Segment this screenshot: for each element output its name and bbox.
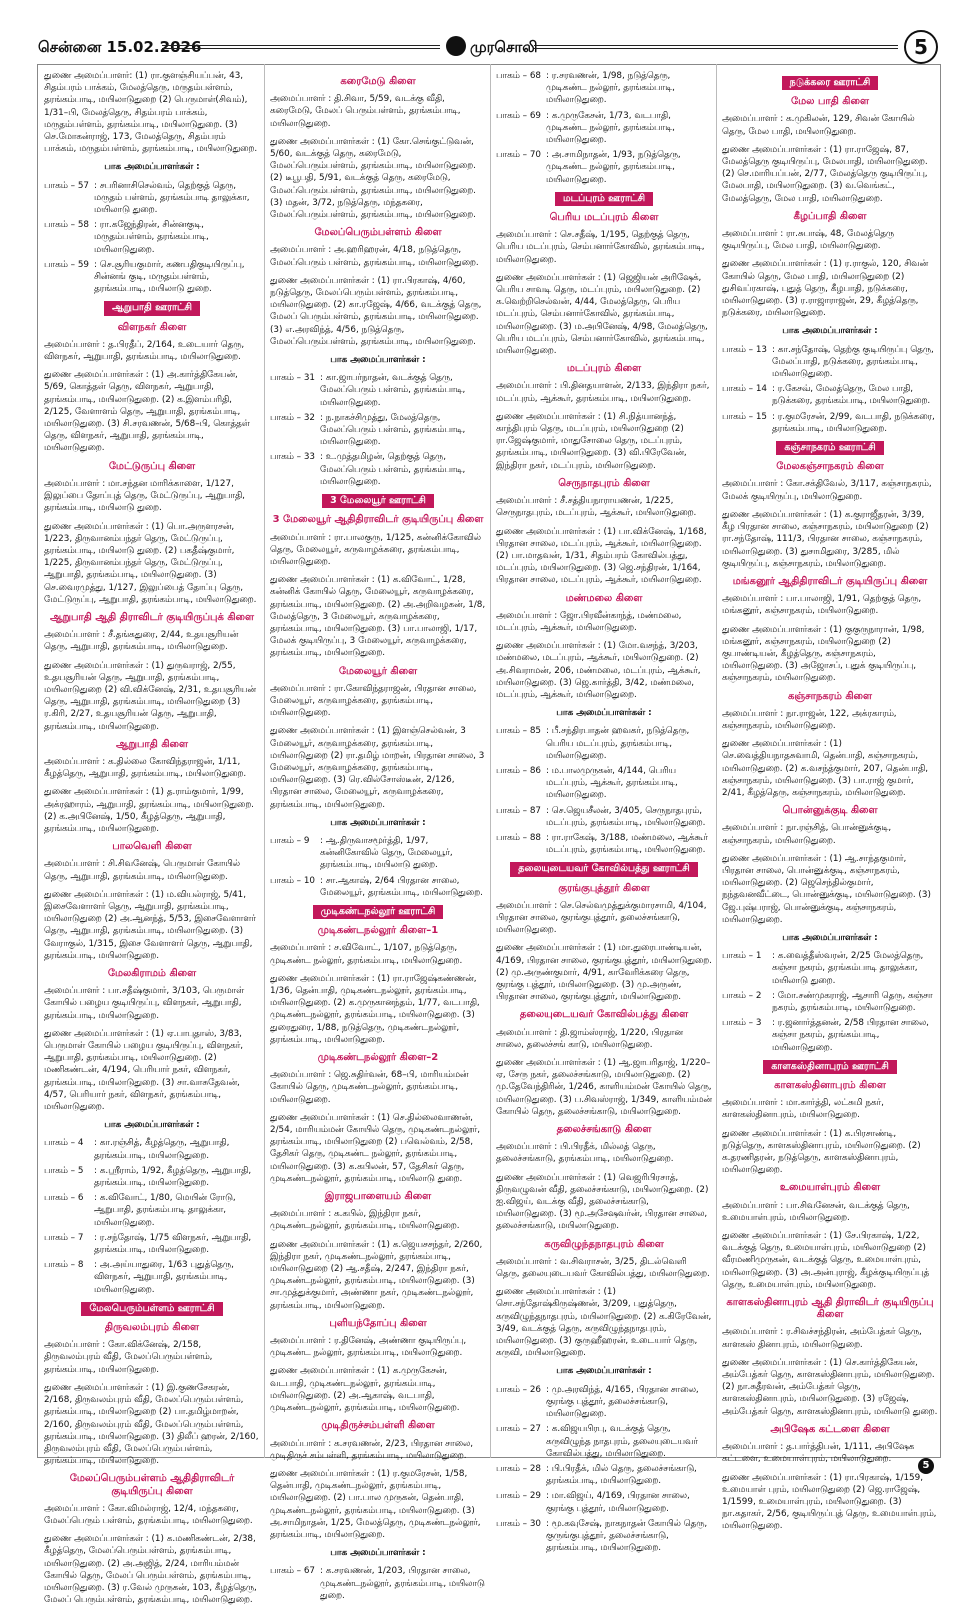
booth-number: பாகம் – 4: [44, 1138, 84, 1149]
column-1: [44, 70, 260, 1606]
booth-list: [496, 70, 712, 186]
newspaper-logo-icon: [446, 36, 466, 56]
branch-heading: கீழப்பாதி கிளை: [793, 210, 867, 222]
masthead-rule-left: [162, 45, 440, 49]
booth-row: [496, 832, 712, 856]
branch-heading: பாலவெளி கிளை: [112, 841, 192, 853]
booth-row: [496, 725, 712, 762]
booth-organiser: : ர.கேசவ், மேலத்தெரு, மேல பாதி, நடுக்கரை, தரங்கம்பாடி, மயிலாடுதுறை.: [772, 384, 931, 407]
branch-heading: விளநகர் கிளை: [117, 321, 187, 333]
organiser-text: அமைப்பாளர் : கோ.விக்னேஷ், 2/158, திருவலம்புரம் வீதி, மேலப்பெரும்பள்ளம், தரங்கம்பாடி, மயிலாடுதுறை.: [44, 1340, 213, 1375]
branch-heading: மேலகஞ்சாநகரம் கிளை: [776, 461, 884, 473]
organiser-text: அமைப்பாளர் : பி.தினதயாளன், 2/133, இந்திரா நகர், மடப்புரம், ஆக்கூர், தரங்கம்பாடி, மயிலாடுதுறை.: [496, 381, 710, 404]
booth-number: பாகம் – 88: [496, 832, 542, 843]
branch-heading: உமையாள்புரம் கிளை: [779, 1182, 881, 1194]
booth-number: பாகம் – 27: [496, 1424, 542, 1435]
organiser-text: அமைப்பாளர் : பா.சிவனேசன், வடக்குத் தெரு, உமையாள்புரம், மயிலாடுதுறை.: [722, 1200, 910, 1223]
booth-row: [44, 1192, 260, 1229]
branch-heading: மேலப்பெரும்பள்ளம் கிளை: [314, 227, 442, 239]
branch-heading: கருவிழுந்தநாதபுரம் கிளை: [544, 1238, 664, 1250]
panchayat-heading: முடிகண்டநல்லூர் ஊராட்சி: [313, 905, 444, 919]
booth-organiser: : செ.ஜெயசீலன், 3/405, செருநாதபுரம், மடப்புரம், தரங்கம்பாடி, மயிலாடுதுறை.: [546, 805, 706, 828]
booth-number: பாகம் – 67: [270, 1566, 316, 1577]
booth-organiser: : க.ஸ்ரீராம், 1/92, கீழத்தெரு, ஆறுபாதி, தரங்கம்பாடி, மயிலாடுதுறை.: [94, 1165, 252, 1189]
booth-number: பாகம் – 8: [44, 1260, 84, 1271]
booth-row: [722, 950, 938, 987]
column-divider: [264, 64, 265, 1458]
deputy-organisers-text: துணை அமைப்பாளர்கள் : (1) க.முருகேசன், வடபாதி, முடிகண்டநல்லூர், தரங்கம்பாடி, மயிலாடுதுறை. (2) அ.ஆகாஷ், வடபாதி, முடிகண்டநல்லூர், தரங்கம்பாடி, மயிலாடுதுறை.: [270, 1366, 460, 1414]
organiser-text: அமைப்பாளர் : மா.கார்த்தி, லட்சுமி நகர், காளகஸ்தினாபுரம், மயிலாடுதுறை.: [722, 1098, 884, 1121]
panchayat-heading: ஆறுபாதி ஊராட்சி: [104, 301, 200, 315]
deputy-organisers-text: துணை அமைப்பாளர்கள் : (1) ரா.ராஜேஷ், 87, மேலத்தெரு குடியிருப்பு, மேலபாதி, மயிலாடுதுறை. (2) செ.மாரியப்பன், 2/77, மேலத்தெரு குடியிருப்பு, மேலபாதி, மயிலாடுதுறை. (3) வ.வெங்கட், மேலத்தெரு, மேல பாதி, மயிலாடுதுறை.: [722, 144, 928, 204]
organiser-text: அமைப்பாளர் : த.பார்த்திபன், 1/111, அபிஷேக கட்டளை, உமையாள்புரம், மயிலாடுதுறை.: [722, 1442, 915, 1465]
organiser-text: அமைப்பாளர் : கோ.சக்திவேல், 3/117, கஞ்சாநகரம், மேலக் குடியிருப்பு, மயிலாடுதுறை.: [722, 479, 932, 502]
deputy-organisers-text: துணை அமைப்பாளர்கள் : (1) ம.வியல்ராஜ், 5/41, இசைவேளாளர் தெரு, ஆறுபாதி, தரங்கம்பாடி, மயிலாடுதுறை (2) அ.ஆனந்த், 5/53, இசைவேளாளர் தெரு, ஆறுபாதி, தரங்கம்பாடி, மயிலாடுதுறை. (3) வேராகுல், 1/315, இசை வேளாளர் தெரு, ஆறுபாதி, தரங்கம்பாடி, மயிலாடுதுறை.: [44, 889, 256, 961]
panchayat-heading: கஞ்சாநகரம் ஊராட்சி: [776, 441, 883, 455]
booth-list: [44, 1137, 260, 1295]
page-number: 5: [904, 30, 938, 64]
deputy-organisers-text: துணை அமைப்பாளர்கள் : (1) க.ஜெயசசந்தர், 2/260, இந்திரா நகர், முடிகண்டநல்லூர், தரங்கம்பாடி, மயிலாடுதுறை (2) ஆ.சதீஷ், 2/247, இந்திரா நகர், முடிகண்டநல்லூர், தரங்கம்பாடி, மயிலாடுதுறை. (3) சா.முத்துக்குமார், அண்ணா நகர், முடிகண்டநல்லூர், தரங்கம்பாடி, மயிலாடுதுறை.: [270, 1239, 483, 1311]
booth-number: பாகம் – 9: [270, 835, 310, 846]
booth-row: [722, 990, 938, 1014]
organiser-text: அமைப்பாளர் : ஜோ.பிரவீன்காந்த், மண்மலை, மடப்புரம், ஆக்கூர், மயிலாடுதுறை.: [496, 610, 682, 633]
booth-row: [44, 219, 260, 256]
branch-heading: அபிஷேக கட்டளை கிளை: [770, 1423, 890, 1435]
booth-number: பாகம் – 58: [44, 220, 90, 231]
booth-number: பாகம் – 32: [270, 412, 316, 423]
booth-organiser: : க.விவோட், 1/80, மெயின் ரோடு, ஆறுபாதி, தரங்கம்பாடி தாலுக்கா, மயிலாடுதுறை.: [94, 1193, 236, 1228]
booth-number: பாகம் – 86: [496, 765, 542, 776]
panchayat-heading: தலையுடையவர் கோவில்பத்து ஊராட்சி: [510, 862, 697, 876]
branch-heading: ஆறுபாதி ஆதி திராவிடர் குடியிருப்புக் கிளை: [49, 611, 255, 623]
branch-heading: குரங்குபுத்தூர் கிளை: [558, 882, 650, 894]
booth-organiser: : அ.சாமிநாதன், 1/93, நடுத்தெரு, முடிகண்ட நல்லூர், தரங்கம்பாடி, மயிலாடுதுறை.: [546, 150, 681, 185]
organiser-text: அமைப்பாளர் : நா.ரஞ்சித், பொன்னுக்குடி, கஞ்சாநகரம், மயிலாடுதுறை.: [722, 823, 892, 846]
organiser-text: அமைப்பாளர் : பி.பிரதீக், மில்லத் தெரு, தலைச்சங்காடு, தரங்கம்பாடி, மயிலாடுதுறை.: [496, 1142, 674, 1165]
deputy-organisers-text: துணை அமைப்பாளர்கள் : (1) மோ.வசந்த், 3/203, மண்மலை, மடப்புரம், ஆக்கூர், மயிலாடுதுறை. (2) அ.சிவராமன், 206, மண்மலை, மடப்புரம், ஆக்கூர், மயிலாடுதுறை. (3) ஜெ.கார்த்தி, 3/42, மண்மலை, மடப்புரம், ஆக்கூர், மயிலாடுதுறை.: [496, 641, 701, 700]
branch-heading: முடிகண்டநல்லூர் கிளை–2: [317, 1052, 439, 1064]
deputy-organisers-text: துணை அமைப்பாளர்கள் : (1) பா.விக்னேஷ், 1/168, பிரதான சாலை, மடப்புரம், ஆக்கூர், மயிலாடுதுறை. (2) பா.மாதவன், 1/31, சிதம்பரம் கோவில்பத்து, மடப்புரம், மயிலாடுதுறை. (3) ஜெ.சந்திரன், 1/164, பிரதான சாலை, மடப்புரம், ஆக்கூர், மயிலாடுதுறை.: [496, 526, 707, 586]
column-divider: [490, 64, 491, 1458]
booth-list: [44, 180, 260, 296]
deputy-organisers-text: துணை அமைப்பாளர்கள் : (1) ஆ.சாந்தகுமார், பிரதான சாலை, பொன்னுக்குடி, கஞ்சாநகரம், மயிலாடுதுறை. (2) ஜெசெந்தில்குமார், நந்தவனவீட்டை, பொன்னுக்குடி, மயிலாடுதுறை. (3) ஜே.புஷ்பராஜ், பொன்னுக்குடி, கஞ்சாநகரம், மயிலாடுதுறை.: [722, 853, 931, 925]
booth-heading: பாக அமைப்பாளர்கள் :: [782, 932, 878, 943]
booth-organiser: : மு.அரவிந்த், 4/165, பிரதான சாலை, குரங்கு புத்தூர், தலைச்சங்காடு, மயிலாடுதுறை.: [546, 1384, 699, 1420]
booth-row: [722, 1017, 938, 1054]
booth-number: பாகம் – 57: [44, 180, 90, 191]
branch-heading: முடிகண்டநல்லூர் கிளை–1: [317, 925, 439, 937]
deputy-organisers-text: துணை அமைப்பாளர்கள் : (1) சே.பிரகாஷ், 1/22, வடக்குத் தெரு, உமையாள்புரம், மயிலாடுதுறை (2) வீரமணிமுருகன், வடக்குத் தெரு, உமையாள்புரம், மயிலாடுதுறை. (3) அ.அன்புராஜ், கீழக்குடியிருப்புத் தெரு, உமையாள்புரம், மயிலாடுதுறை.: [722, 1231, 930, 1290]
branch-heading: மடப்புரம் கிளை: [566, 363, 642, 375]
booth-row: [44, 1259, 260, 1296]
organiser-text: அமைப்பாளர் : செ.சதீஷ், 1/195, தெற்குத் தெரு, பெரிய மடப்புரம், செம்பனார்கோவில், தரங்கம்பாடி, மயிலாடுதுறை.: [496, 230, 705, 265]
organiser-text: அமைப்பாளர் : ஜெ.சுதிர்வன், 68–பி, மாரியம்மன் கோயில் தெரு, முடிகண்டநல்லூர், தரங்கம்பாடி, மயிலாடுதுறை.: [270, 1070, 469, 1105]
booth-organiser: : மூ.கவுசேஷ், நாகநாதன் கோயில் தெரு, குருங்குபுத்தூர், தலைச்சங்காடு, தரங்கம்பாடி, மயிலாடுதுறை.: [546, 1518, 708, 1554]
deputy-organisers-text: துணை அமைப்பாளர்கள் : (1) மா.துரைபாண்டியன், 4/169, பிரதான சாலை, குரங்குபுத்தூர், மயிலாடுதுறை. (2) மு.அருண்குமார், 4/91, காவேரிக்கரை தெரு, குரங்கு புத்தூர், மயிலாடுதுறை. (3) மு.அருண், பிரதான சாலை, குரங்குபுத்தூர், மயிலாடுதுறை.: [496, 943, 712, 1003]
booth-row: [496, 1490, 712, 1514]
branch-heading: ஆறுபாதி கிளை: [115, 738, 189, 750]
booth-number: பாகம் – 14: [722, 384, 768, 395]
booth-organiser: : ர.சரவணன், 1/98, நடுத்தெரு, முடிகண்ட நல்லூர், தரங்கம்பாடி, மயிலாடுதுறை.: [546, 71, 675, 106]
organiser-text: அமைப்பாளர் : ச.விவோட், 1/107, நடுத்தெரு, முடிகண்ட நல்லூர், தரங்கம்பாடி, மயிலாடுதுறை.: [270, 943, 463, 966]
booth-organiser: : கா.ரஞ்சித், கீழத்தெரு, ஆறுபாதி, தரங்கம்பாடி, மயிலாடுதுறை.: [94, 1138, 230, 1161]
booth-row: [44, 1165, 260, 1189]
booth-number: பாகம் – 15: [722, 411, 768, 422]
booth-row: [44, 1137, 260, 1161]
booth-organiser: : பி.பிரதீக், மில் தெரு, தலைச்சங்காடு, தரங்கம்பாடி, மயிலாடுதுறை.: [546, 1463, 697, 1487]
branch-heading: மேலகிராமம் கிளை: [107, 968, 197, 979]
deputy-organisers-text: துணை அமைப்பாளர்கள் : (1) செ.வைத்தியநாதசுவாமி, தென்பாதி, கஞ்சாநகரம், மயிலாடுதுறை. (2) க.வசந்த்குமார், 207, தென்பாதி, கஞ்சாநகரம், மயிலாடுதுறை. (3) பா.ராஜ் குமார், 2/41, கீழத்தெரு, கஞ்சாநகரம், மயிலாடுதுறை.: [722, 739, 929, 798]
deputy-organisers-text: துணை அமைப்பாளர்கள் : (1) வெஜரிபிரசாத், திருவழுவன் வீதி, தலைச்சங்காடு, மயிலாடுதுறை. (2) ஐ.விஜய், வடக்கு வீதி, தலைச்சங்காடு, மயிலாடுதுறை. (3) மூ.அசேஷவர்ன், பிரதான சாலை, தலைச்சங்காடு, மயிலாடுதுறை.: [496, 1172, 709, 1232]
booth-heading: பாக அமைப்பாளர்கள் :: [556, 708, 652, 719]
branch-heading: மேலப்பெரும்பள்ளம் ஆதிதிராவிடர் குடியிருப்பு கிளை: [69, 1473, 235, 1497]
deputy-organisers-text: துணை அமைப்பாளர்கள் : (1) சொ.சந்தோஷ்கிருஷ்ணன், 3/209, புதுத்தெரு, கருவிழுந்தநாதபுரம், மயிலாடுதுறை. (2) க.கிரேவேன், 3/49, வடக்குத் தெரு, கருவிழுந்தநாதபுரம், மயிலாடுதுறை. (3) குருஹீஹரன், உடையார் தெரு, கருவி, மயிலாடுதுறை.: [496, 1287, 712, 1359]
booth-row: [722, 411, 938, 435]
organiser-text: அமைப்பாளர் : ர.தினேஷ், அண்ணா குடியிருப்பு, முடிகண்ட நல்லூர், தரங்கம்பாடி, மயிலாடுதுறை.: [270, 1336, 467, 1359]
booth-organiser: : கா.சந்தோஷ், தெற்கு குடியிருப்பு தெரு, மேலப்பாதி, நடுக்கரை, தரங்கம்பாடி, மயிலாடுதுறை.: [772, 344, 934, 380]
booth-row: [496, 1423, 712, 1460]
booth-row: [496, 805, 712, 829]
deputy-organisers-text: துணை அமைப்பாளர்கள் : (1) சி.நித்யானந்த், காந்திபுரம் தெரு, மடப்புரம், மயிலாடுதுறை (2) ரா.ஜேஷ்குமார், மாதுசோலை தெரு, மடப்புரம், தரங்கம்பாடி, மயிலாடுதுறை. (3) வி.பிரேவேன், இந்திரா நகர், மடப்புரம், மயிலாடுதுறை.: [496, 411, 687, 471]
booth-row: [44, 259, 260, 296]
organiser-text: அமைப்பாளர் : பா.பாலாஜி, 1/91, தெற்குத் தெரு, மங்கனூர், கஞ்சாநகரம், மயிலாடுதுறை.: [722, 594, 922, 617]
branch-heading: இராஜபாளையம் கிளை: [324, 1191, 432, 1203]
deputy-organisers-text: துணை அமைப்பாளர்கள் : (1) க.மணிகண்டன், 2/38, கீழத்தெரு, மேலப்பெரும்பள்ளம், தரங்கம்பாடி, மயிலாடுதுறை. (2) அ.அஜித், 2/24, மாரியம்மன் கோயில் தெரு, மேலப் பெரும்பள்ளம், தரங்கம்பாடி, மயிலாடுதுறை. (3) ர.வேல் முருகன், 103, கீழத்தெரு, மேலப் பெரும்பள்ளம், தரங்கம்பாடி, மயிலாடுதுறை.: [44, 1534, 257, 1606]
booth-heading: பாக அமைப்பாளர்கள் :: [782, 326, 878, 337]
booth-row: [270, 412, 486, 449]
booth-number: பாகம் – 87: [496, 805, 542, 816]
deputy-organisers-text: துணை அமைப்பாளர்கள் : (1) க.பிரசாண்டி, நடுத்தெரு, காளகஸ்தினாபுரம், மயிலாடுதுறை. (2) க.தரணிதரன், நடுத்தெரு, காளகஸ்தினாபுரம், மயிலாடுதுறை.: [722, 1128, 921, 1176]
booth-row: [722, 383, 938, 407]
deputy-organisers-text: துணை அமைப்பாளர்கள் : (1) இ.குணசேகரன், 2/168, திருவலம்புரம் வீதி, மேலப்பெரும்பள்ளம், தரங்கம்பாடி, மயிலாடுதுறை (2) பா.தமிழ்மாறன், 2/160, திருவலம்புரம் வீதி, மேலப்பெரும்பள்ளம், தரங்கம்பாடி, மயிலாடுதுறை. (3) திலீப் ஹரன், 2/160, திருவலம்புரம் வீதி, மேலப்பெரும்பள்ளம், தரங்கம்பாடி, மயிலாடுதுறை.: [44, 1382, 259, 1467]
branch-heading: கஞ்சாநகரம் கிளை: [787, 690, 873, 702]
booth-list: [496, 1384, 712, 1555]
booth-organiser: : சபரினாசிசெல்வம், தெற்குத் தெரு, மருதம் பள்ளம், தரங்கம்பாடி தாலுக்கா, மயிலாடு துறை.: [94, 180, 250, 216]
booth-number: பாகம் – 26: [496, 1384, 542, 1395]
organiser-text: அமைப்பாளர் : சீ.தங்கதுரை, 2/44, உதயசூரியன் தெரு, ஆறுபாதி, தரங்கம்பாடி, மயிலாடுதுறை.: [44, 630, 239, 653]
organiser-text: அமைப்பாளர் : செ.செல்வமுத்துக்குமாரசாமி, 4/104, பிரதான சாலை, குரங்குபுத்தூர், தலைச்சங்காடு, மயிலாடுதுறை.: [496, 900, 707, 936]
masthead-rule-right: [534, 45, 898, 49]
booth-number: பாகம் – 5: [44, 1165, 84, 1176]
booth-row: [270, 1565, 486, 1602]
panchayat-heading: மேலபெரும்பள்ளம் ஊராட்சி: [81, 1302, 222, 1316]
column-divider: [716, 64, 717, 1458]
booth-list: [270, 835, 486, 899]
booth-number: பாகம் – 68: [496, 71, 542, 81]
booth-number: பாகம் – 59: [44, 259, 90, 270]
booth-row: [722, 344, 938, 381]
booth-organiser: : ந.நாகச்சிமுத்து, மேலத்தெரு, மேலப்பெரும் பள்ளம், தரங்கம்பாடி, மயிலாடுதுறை.: [320, 412, 466, 448]
deputy-organisers-text: துணை அமைப்பாளர்கள் : (1) ரா.பிரகாஷ், 1/159, உமையாள் புரம், மயிலாடுதுறை (2) ஜெ.ராஜேஷ், 1/1599, உமையாள்புரம், மயிலாடுதுறை. (3) நா.கதாகர், 2/56, குடியிருப்புத் தெரு, உமையாள்புரம், மயிலாடுதுறை.: [722, 1472, 937, 1532]
booth-organiser: : சா.ஆகாஷ், 2/64 பிரதான சாலை, மேலையூர், தரங்கம்பாடி, மயிலாடுதுறை.: [320, 875, 483, 898]
organiser-text: அமைப்பாளர் : பா.சதீஷ்குமார், 3/103, பெருமாள் கோயில் பழைய குடியிருப்பு, விளநகர், ஆறுபாதி, தரங்கம்பாடி, மயிலாடுதுறை.: [44, 986, 245, 1021]
booth-number: பாகம் – 69: [496, 110, 542, 121]
deputy-organisers-text: துணை அமைப்பாளர்கள் : (1) ரா.பிரகாஷ், 4/60, நடுத்தெரு, மேலப்பெரும்பள்ளம், தரங்கம்பாடி, மயிலாடுதுறை. (2) கா.ரஜேஷ், 4/66, வடக்குத் தெரு, மேலப் பெரும்பள்ளம், தரங்கம்பாடி, மயிலாடுதுறை. (3) எ.அரவிந்த், 4/56, நடுத்தெரு, மேலப்பெரும்பள்ளம், தரங்கம்பாடி, மயிலாடுதுறை.: [270, 275, 482, 347]
booth-row: [496, 110, 712, 147]
booth-list: [496, 725, 712, 856]
branch-heading: பெரிய மடப்புரம் கிளை: [549, 212, 659, 224]
panchayat-heading: 3 மேலையூர் ஊராட்சி: [322, 494, 434, 508]
branch-heading: தலையுடையவர் கோவில்பத்து கிளை: [519, 1009, 689, 1021]
booth-row: [270, 451, 486, 488]
organiser-text: அமைப்பாளர் : கோ.விமல்ராஜ், 12/4, மந்தகரை, மேலப்பெரும் பள்ளம், தரங்கம்பாடி, மயிலாடுதுறை.: [44, 1503, 253, 1526]
branch-heading: மண்மலை கிளை: [565, 592, 643, 604]
column-2: [270, 70, 486, 1601]
organiser-text: அமைப்பாளர் : அ.ஹரிஹரன், 4/18, நடுத்தெரு, மேலப்பெரும் பள்ளம், தரங்கம்பாடி, மயிலாடுதுறை.: [270, 245, 479, 268]
deputy-organisers-text: துணை அமைப்பாளர்கள் : (1) பொ.அருளரசன், 1/223, திருவானம்பந்தர் தெரு, மேட்டுருப்பு, தரங்கம்பாடி, மயிலாடு துறை. (2) பகதீஷ்குமார், 1/225, திருவானம்பந்தர் தெரு, மேட்டுருப்பு, ஆறுபாதி, தரங்கம்பாடி, மயிலாடுதுறை. (3) செ.வைரமுத்து, 1/127, இலுப்பைத் தோப்பு தெரு, மேட்டுருப்பு, ஆறுபாதி, தரங்கம்பாடி, மயிலாடுதுறை.: [44, 521, 257, 605]
organiser-text: அமைப்பாளர் : நா.ராஜன், 122, அக்ரகாரம், கஞ்சாநகரம், மயிலாடுதுறை.: [722, 708, 897, 731]
column-3: [496, 70, 712, 1554]
booth-row: [496, 1384, 712, 1421]
booth-heading: பாக அமைப்பாளர்கள் :: [556, 1366, 652, 1377]
branch-heading: திருவலம்புரம் கிளை: [104, 1322, 200, 1334]
booth-organiser: : உ.முத்தமிழன், தெற்குத் தெரு, மேலப்பெரும் பள்ளம், தரங்கம்பாடி, மயிலாடுதுறை.: [320, 452, 466, 487]
deputy-organisers-text: துணை அமைப்பாளர்கள் : (1) த.ராம்குமார், 1/99, அக்ரஹாரம், ஆறுபாதி, தரங்கம்பாடி, மயிலாடுதுறை. (2) க.அபினேஷ், 1/50, கீழத்தெரு, ஆறுபாதி, தரங்கம்பாடி, மயிலாடுதுறை.: [44, 787, 254, 834]
booth-organiser: : ஆ.திருவாசமூர்த்தி, 1/97, கன்னிகோவில் தெரு, மேலையூர், தரங்கம்பாடி, மயிலாடு துறை.: [320, 835, 453, 871]
panchayat-heading: மடப்புரம் ஊராட்சி: [555, 192, 653, 206]
booth-list: [722, 344, 938, 435]
booth-organiser: : பீ.சந்திரபாதன் ஹவகர், நடுத்தெரு, பெரிய மடப்புரம், தரங்கம்பாடி, மயிலாடுதுறை.: [546, 726, 690, 761]
booth-number: பாகம் – 7: [44, 1232, 84, 1243]
deputy-organisers-text: துணை அமைப்பாளர்கள் : (1) செ.தில்லைவாணன், 2/54, மாரியம்மன் கோயில் தெரு, முடிகண்டநல்லூர், தரங்கம்பாடி, மயிலாடுதுறை (2) பவெல்வம், 2/58, தேசிகர் தெரு, முடிகண்ட நல்லூர், தரங்கம்பாடி, மயிலாடுதுறை. (3) க.கபிலன், 57, தேசிகர் தெரு, முடிகண்டநல்லூர், தரங்கம்பாடி, மயிலாடு துறை.: [270, 1112, 480, 1184]
booth-organiser: : ர.சந்தோஷ், 1/75 விளநகர், ஆறுபாதி, தரங்கம்பாடி, மயிலாடுதுறை.: [94, 1232, 252, 1256]
booth-list: [722, 950, 938, 1054]
booth-row: [270, 875, 486, 899]
deputy-organisers-text: துணை அமைப்பாளர்கள் : (1) குகுருநாரான், 1/98, மங்கனூர், கஞ்சாநகரம், மயிலாடுதுறை (2) குபாண்டியன், கீழத்தெரு, கஞ்சாநகரம், மயிலாடுதுறை. (3) அஜோசப், புதுக் குடியிருப்பு, கஞ்சாநகரம், மயிலாடுதுறை.: [722, 624, 925, 684]
issue-date: சென்னை 15.02.2026: [38, 38, 202, 56]
booth-organiser: : ரா.கஜேந்திரன், சின்னகுடி, மருதம்பள்ளம், தரங்கம்பாடி, மயிலாடுதுறை.: [94, 220, 209, 255]
booth-organiser: : க.சரவணன், 1/203, பிரதான சாலை, முடிகண்டநல்லூர், தரங்கம்பாடி, மயிலாடு துறை.: [320, 1566, 485, 1601]
branch-heading: மேட்டுருப்பு கிளை: [108, 460, 196, 472]
booth-list: [270, 1565, 486, 1602]
branch-heading: பொன்னுக்குடி கிளை: [782, 805, 878, 817]
branch-heading: மங்கனூர் ஆதிதிராவிடர் குடியிருப்பு கிளை: [732, 575, 928, 587]
deputy-organisers-text: துணை அமைப்பாளர்கள் : (1) கோ.செங்குட்டுவன், 5/60, வடக்குத் தெரு, கரைமேடு, மேலப்பெரும்பள்ளம், தரங்கம்பாடி, மயிலாடுதுறை. (2) டீபூபதி, 5/91, வடக்குத் தெரு, கரைமேடு, மேலப்பெரும்பள்ளம், தரங்கம்பாடி, மயிலாடுதுறை. (3) மதன், 3/72, நடுத்தெரு, மந்தகரை, மேலப்பெரும்பள்ளம், தரங்கம்பாடி, மயிலாடுதுறை.: [270, 136, 476, 221]
organiser-text: அமைப்பாளர் : ரா.சுபாஷ், 48, மேலத்தெரு குடியிருப்பு, மேல பாதி, மயிலாடுதுறை.: [722, 229, 895, 252]
deputy-organisers-text: துணை அமைப்பாளர்கள் : (1) அ.கார்த்திகேயன், 5/69, கொத்தள் தெரு, விளநகர், ஆறுபாதி, தரங்கம்பாடி, மயிலாடுதுறை. (2) க.இளம்பரிதி, 2/125, வேளாளம் தெரு, ஆறுபாதி, தரங்கம்பாடி, மயிலாடுதுறை. (3) சி.சரவணன், 5/68–பி, கொத்தள் தெரு, விளநகர், ஆறுபாதி, தரங்கம்பாடி, மயிலாடுதுறை.: [44, 370, 250, 454]
booth-row: [496, 1463, 712, 1487]
booth-organiser: : ரா.ராகேஷ், 3/188, மண்மலை, ஆக்கூர் மடப்புரம், தரங்கம்பாடி, மயிலாடுதுறை.: [546, 832, 708, 856]
booth-row: [496, 765, 712, 802]
organiser-text: அமைப்பாளர் : க.முகிலன், 129, சிவன் கோயில் தெரு, மேல பாதி, மயிலாடுதுறை.: [722, 114, 915, 137]
booth-list: [270, 372, 486, 488]
deputy-organisers-text: துணை அமைப்பாளர்கள் : (1) க.குராஜீதரன், 3/39, கீழ பிரதான சாலை, கஞ்சாநகரம், மயிலாடுதுறை (2) ரா.சந்தோஷ், 111/3, பிரதான சாலை, கஞ்சாநகரம், மயிலாடுதுறை. (3) துசாமிதுரை, 3/285, மில் குடியிருப்பு, கஞ்சாநகரம், மயிலாடுதுறை.: [722, 509, 929, 569]
deputy-organisers-text: துணை அமைப்பாளர்கள் : (1) துருவராஜ், 2/55, உதயசூரியன் தெரு, ஆறுபாதி, தரங்கம்பாடி, மயிலாடுதுறை (2) வி.விக்னேஷ், 2/31, உதயசூரியன் தெரு, ஆறுபாதி, தரங்கம்பாடி, மயிலாடுதுறை (3) ர.கிரி, 2/27, உதயசூரியன் தெரு, ஆறுபாதி, தரங்கம்பாடி, மயிலாடுதுறை.: [44, 660, 256, 732]
organiser-text: அமைப்பாளர் : ரா.கோவிந்தராஜன், பிரதான சாலை, மேலையூர், கருவாழக்கரை, தரங்கம்பாடி, மயிலாடுதுறை.: [270, 683, 477, 719]
booth-row: [44, 180, 260, 217]
booth-number: பாகம் – 10: [270, 875, 316, 886]
deputy-organisers-text: துணை அமைப்பாளர்கள் : (1) செ.கார்த்திகேயன், அம்பேத்கர் தெரு, காளகஸ்தினாபுரம், மயிலாடுதுறை. (2) நா.சுதீரவன், அம்பேத்கர் தெரு, காளகஸ்தினாபுரம், மயிலாடுதுறை. (3) ரஜேஷ், அம்பேத்கர் தெரு, காளகஸ்தினாபுரம், மயிலாடு துறை.: [722, 1357, 938, 1417]
booth-organiser: : மோ.சண்முகராஜ், ஆசாரி தெரு, கஞ்சா நகரம், தரங்கம்பாடி, மயிலாடுதுறை.: [772, 990, 933, 1013]
booth-heading: பாக அமைப்பாளர்கள் :: [330, 355, 426, 366]
booth-row: [496, 149, 712, 186]
branch-heading: புளியந்தோப்பு கிளை: [329, 1317, 427, 1329]
organiser-text: அமைப்பாளர் : த.பிரதீப், 2/164, உடையார் தெரு, விளநகர், ஆறுபாதி, தரங்கம்பாடி, மயிலாடுதுறை.: [44, 339, 245, 363]
organiser-text: அமைப்பாளர் : தி.சிவா, 5/59, வடக்கு வீதி, கரைமேடு, மேலப் பெரும்பள்ளம், தரங்கம்பாடி, மயிலாடுதுறை.: [270, 94, 461, 129]
organiser-text: அமைப்பாளர் : மா.சந்தன மாரிக்காளை, 1/127, இலுப்பை தோப்புத் தெரு, மேட்டுருப்பு, ஆறுபாதி, தரங்கம்பாடி, மயிலாடு துறை.: [44, 478, 245, 514]
branch-heading: முடிதிருச்சம்பள்ளி கிளை: [321, 1420, 435, 1432]
branch-heading: கரைமேடு கிளை: [340, 76, 416, 87]
booth-organiser: : க.விஜயபிரபு, வடக்குத் தெரு, கருவிழுந்த நாதபுரம், தலையுடையவர் கோவில்பத்து, மயிலாடுதுறை.: [546, 1424, 698, 1459]
booth-organiser: : ர.ஜனார்த்தனன், 2/58 பிரதான சாலை, கஞ்சா நகரம், தரங்கம்பாடி, மயிலாடுதுறை.: [772, 1018, 929, 1053]
organiser-text: அமைப்பாளர் : ர.சிவச்சந்திரன், அம்பேத்கர் தெரு, காளகஸ் தினாபுரம், மயிலாடுதுறை.: [722, 1327, 922, 1350]
booth-row: [270, 372, 486, 409]
branch-heading: மேலையூர் கிளை: [338, 665, 418, 677]
deputy-organisers-text: துணை அமைப்பாளர்கள் : (1) ர.ராகுல், 120, சிவன் கோயில் தெரு, மேல பாதி, மயிலாடுதுறை (2) துசிவப்ரகாஷ், புதுத் தெரு, கீழபாதி, நடுக்கரை, மயிலாடுதுறை. (3) ர.ராஜாராஜன், 29, கீழத்தெரு, நடுக்கரை, மயிலாடுதுறை.: [722, 259, 929, 319]
booth-number: பாகம் – 31: [270, 373, 316, 384]
organiser-text: அமைப்பாளர் : ரா.பாலகுரு, 1/125, கன்னிக்கோவில் தெரு, மேலையூர், கருவாழக்கரை, தரங்கம்பாடி, மயிலாடுதுறை.: [270, 532, 481, 567]
booth-organiser: : க.முருகேசன், 1/73, வடபாதி, முடிகண்ட நல்லூர், தரங்கம்பாடி, மயிலாடுதுறை.: [546, 110, 675, 146]
booth-organiser: : கா.ஜாபர்நாதன், வடக்குத் தெரு, மேலப்பெரும் பள்ளம், தரங்கம்பாடி, மயிலாடுதுறை.: [320, 373, 466, 408]
panchayat-heading: காளகஸ்தினாபுரம் ஊராட்சி: [763, 1060, 897, 1074]
booth-heading: பாக அமைப்பாளர்கள் :: [104, 162, 200, 173]
deputy-organisers-text: துணை அமைப்பாளர்கள் : (1) ர.குமரேசன், 1/58, தென்பாதி, முடிகண்டநல்லூர், தரங்கம்பாடி, மயிலாடுதுறை. (2) பா.பால முருகன், தென்பாதி, முடிகண்டநல்லூர், தரங்கம்பாடி, மயிலாடுதுறை. (3) அ.சாமிநாதன், 1/25, மேலத்தெரு, முடிகண்டநல்லூர், தரங்கம்பாடி, மயிலாடுதுறை.: [270, 1468, 481, 1540]
booth-number: பாகம் – 2: [722, 990, 762, 1001]
organiser-text: அமைப்பாளர் : தி.ஜாம்ஸ்ராஜ், 1/220, பிரதான சாலை, தலைச்சங் காடு, மயிலாடுதுறை.: [496, 1027, 683, 1050]
booth-number: பாகம் – 6: [44, 1193, 84, 1204]
organiser-text: அமைப்பாளர் : சி.சிவனேஷ், பெருமாள் கோயில் தெரு, ஆறுபாதி, தரங்கம்பாடி, மயிலாடுதுறை.: [44, 859, 240, 882]
booth-organiser: : ர.குமரேசன், 2/99, வடபாதி, நடுக்கரை, தரங்கம்பாடி, மயிலாடுதுறை.: [772, 411, 935, 434]
column-4: [722, 70, 938, 1532]
booth-number: பாகம் – 85: [496, 726, 542, 737]
booth-number: பாகம் – 29: [496, 1491, 542, 1502]
booth-heading: பாக அமைப்பாளர்கள் :: [330, 1548, 426, 1559]
booth-number: பாகம் – 1: [722, 951, 762, 962]
branch-heading: மேல பாதி கிளை: [791, 96, 869, 108]
deputy-organisers-text: துணை அமைப்பாளர்கள் : (1) ஏ.பாபுதாஸ், 3/83, பெருமாள் கோயில் பழைய குடியிருப்பு, விளநகர், ஆறுபாதி, தரங்கம்பாடி, மயிலாடுதுறை. (2) மணிகண்டன், 4/194, பெரியார் நகர், விளநகர், தரங்கம்பாடி, மயிலாடுதுறை. (3) சா.வாசுதேவன், 4/57, பெரியார் நகர், விளநகர், தரங்கம்பாடி, மயிலாடுதுறை.: [44, 1028, 244, 1113]
branch-heading: 3 மேலையூர் ஆதிதிராவிடர் குடியிருப்பு கிளை: [272, 514, 484, 526]
newspaper-name: முரசொலி: [470, 38, 538, 56]
booth-organiser: : க.வைத்தீஸ்வரன், 2/25 மேலத்தெரு, கஞ்சா நகரம், தரங்கம்பாடி தாலுக்கா, மயிலாடு துறை.: [772, 951, 924, 986]
deputy-organisers-text: துணை அமைப்பாளர்கள் : (1) க.விவோட், 1/28, கன்னிக் கோயில் தெரு, மேலையூர், கருவாழக்கரை, தரங்கம்பாடி, மயிலாடுதுறை. (2) அ.அறிவழகன், 1/8, மேலத்தெரு, 3 மேலையூர், கருவாழக்கரை, தரங்கம்பாடி, மயிலாடுதுறை. (3) பா.பாலாஜி, 1/17, மேலக் குடியிருப்பு, 3 மேலையூர், கருவாழக்கரை, தரங்கம்பாடி, மயிலாடுதுறை.: [270, 575, 486, 659]
booth-number: பாகம் – 70: [496, 150, 542, 161]
branch-heading: காளகஸ்தினாபுரம் ஆதி திராவிடர் குடியிருப்பு கிளை: [726, 1297, 934, 1321]
branch-heading: காளகஸ்தினாபுரம் கிளை: [774, 1080, 886, 1092]
booth-row: [270, 835, 486, 872]
organiser-text: அமைப்பாளர் : வ.சிவராசன், 3/25, திடல்வெளி தெரு, தலையுடையவர் கோவில்பத்து, மயிலாடுதுறை.: [496, 1256, 710, 1280]
masthead: [0, 0, 972, 62]
booth-number: பாகம் – 13: [722, 344, 768, 355]
booth-organiser: : செ.சூரியகுமார், கணபதிகுடியிருப்பு, சின்னங் குடி, மருதம்பள்ளம், தரங்கம்பாடி, மயிலாடு துறை.: [94, 259, 245, 295]
booth-heading: பாக அமைப்பாளர்கள் :: [330, 817, 426, 828]
office-bearers-text: துணை அமைப்பாளர்: (1) ரா.குளஞ்சியப்பன், 43, சிதம்பரம் பாக்கம், மேலத்தெரு, மருதம்பள்ளம், தரங்கம்பாடி, மயிலாடுதுறை (2) பெருமாள்(சிவம்), 1/31–பி, மேலத்தெரு, சிதம்பரம் பாக்கம், மருதம்பள்ளம், தரங்கம்பாடி, மயிலாடுதுறை. (3) செ.மோகன்ராஜ், 173, மேலத்தெரு, சிதம்பரம் பாக்கம், மருதம்பள்ளம், தரங்கம்பாடி, மயிலாடுதுறை.: [44, 71, 258, 155]
booth-number: பாகம் – 28: [496, 1463, 542, 1474]
booth-organiser: : ம.பாலமுருகன், 4/144, பெரிய மடப்புரம், ஆக்கூர், தரங்கம்பாடி, மயிலாடுதுறை.: [546, 765, 678, 801]
organiser-text: அமைப்பாளர் : சீ.சத்தியநாராயணன், 1/225, செருநாதபுரம், மடப்புரம், ஆக்கூர், மயிலாடுதுறை.: [496, 496, 697, 519]
branch-heading: தலைச்சங்காடு கிளை: [556, 1124, 652, 1136]
booth-number: பாகம் – 33: [270, 452, 316, 463]
panchayat-heading: நடுக்கரை ஊராட்சி: [782, 76, 879, 90]
footer-page-number: 5: [918, 1458, 934, 1474]
booth-row: [496, 1518, 712, 1555]
booth-row: [496, 70, 712, 107]
branch-heading: செருநாதபுரம் கிளை: [558, 477, 650, 489]
organiser-text: அமைப்பாளர் : க.கபில், இந்திரா நகர், முடிகண்டநல்லூர், தரங்கம்பாடி, மயிலாடுதுறை.: [270, 1209, 460, 1232]
booth-number: பாகம் – 30: [496, 1518, 542, 1529]
deputy-organisers-text: துணை அமைப்பாளர்கள் : (1) ஆ.ஜாபரிதாஜ், 1/220–ஏ, சேரு நகர், தலைச்சங்காடு, மயிலாடுதுறை. (2) மு.தேவேந்திரின், 1/246, காளியம்மன் கோயில் தெரு, மயிலாடுதுறை. (3) ப.சிவஸ்ராஜ், 1/349, காளியம்மன் கோயில் தெரு, தலைச்சங்காடு, மயிலாடுதுறை.: [496, 1058, 712, 1117]
organiser-text: அமைப்பாளர் : க.தில்லை கோவிந்தராஜன், 1/11, கீழத்தெரு, ஆறுபாதி, தரங்கம்பாடி, மயிலாடுதுறை.: [44, 756, 247, 780]
deputy-organisers-text: துணை அமைப்பாளர்கள் : (1) ஜெஜியன் அரிஷேக், பெரிய சாவடி தெரு, மடப்புரம், மயிலாடுதுறை. (2) க.வெற்றிசெல்வன், 4/44, மேலத்தெரு, பெரிய மடப்புரம், செம்பனார்கோவில், தரங்கம்பாடி, மயிலாடுதுறை. (3) ம.அபினேஷ், 4/98, மேலத்தெரு, பெரிய மடப்புரம், செம்பனார்கோவில், தரங்கம்பாடி, மயிலாடுதுறை.: [496, 272, 708, 357]
deputy-organisers-text: துணை அமைப்பாளர்கள் : (1) ரா.ராஜேஷ்கண்ணன், 1/36, தென்பாதி, முடிகண்டநல்லூர், தரங்கம்பாடி, மயிலாடுதுறை. (2) க.முருகானந்தம், 1/77, வடபாதி, முடிகண்டநல்லூர், தரங்கம்பாடி, மயிலாடுதுறை. (3) துரைதுரை, 1/88, நடுத்தெரு, முடிகண்டநல்லூர், தரங்கம்பாடி, மயிலாடுதுறை.: [270, 973, 480, 1045]
booth-row: [44, 1232, 260, 1256]
organiser-text: அமைப்பாளர் : க.சரவணன், 2/23, பிரதான சாலை, முடிதிருச் சம்பள்ளி, தரங்கம்பாடி, மயிலாடுதுறை.: [270, 1438, 473, 1461]
booth-heading: பாக அமைப்பாளர்கள் :: [104, 1120, 200, 1131]
booth-number: பாகம் – 3: [722, 1018, 762, 1029]
booth-organiser: : மா.விஜய், 4/169, பிரதான சாலை, குரங்கு புத்தூர், மயிலாடுதுறை.: [546, 1491, 690, 1514]
deputy-organisers-text: துணை அமைப்பாளர்கள் : (1) இளஞ்செல்வன், 3 மேலையூர், கருவாழக்கரை, தரங்கம்பாடி, மயிலாடுதுறை (2) ரா.தமிழ் மாறன், பிரதான சாலை, 3 மேலையூர், கருவாழக்கரை, தரங்கம்பாடி, மயிலாடுதுறை. (3) ரெ.வில்சோஸ்டீன், 2/126, பிரதான சாலை, மேலையூர், கருவாழக்கரை, தரங்கம்பாடி, மயிலாடுதுறை.: [270, 726, 485, 810]
booth-organiser: : அ.அய்யாதுரை, 1/63 புதுத்தெரு, விளநகர், ஆறுபாதி, தரங்கம்பாடி, மயிலாடுதுறை.: [94, 1260, 234, 1295]
